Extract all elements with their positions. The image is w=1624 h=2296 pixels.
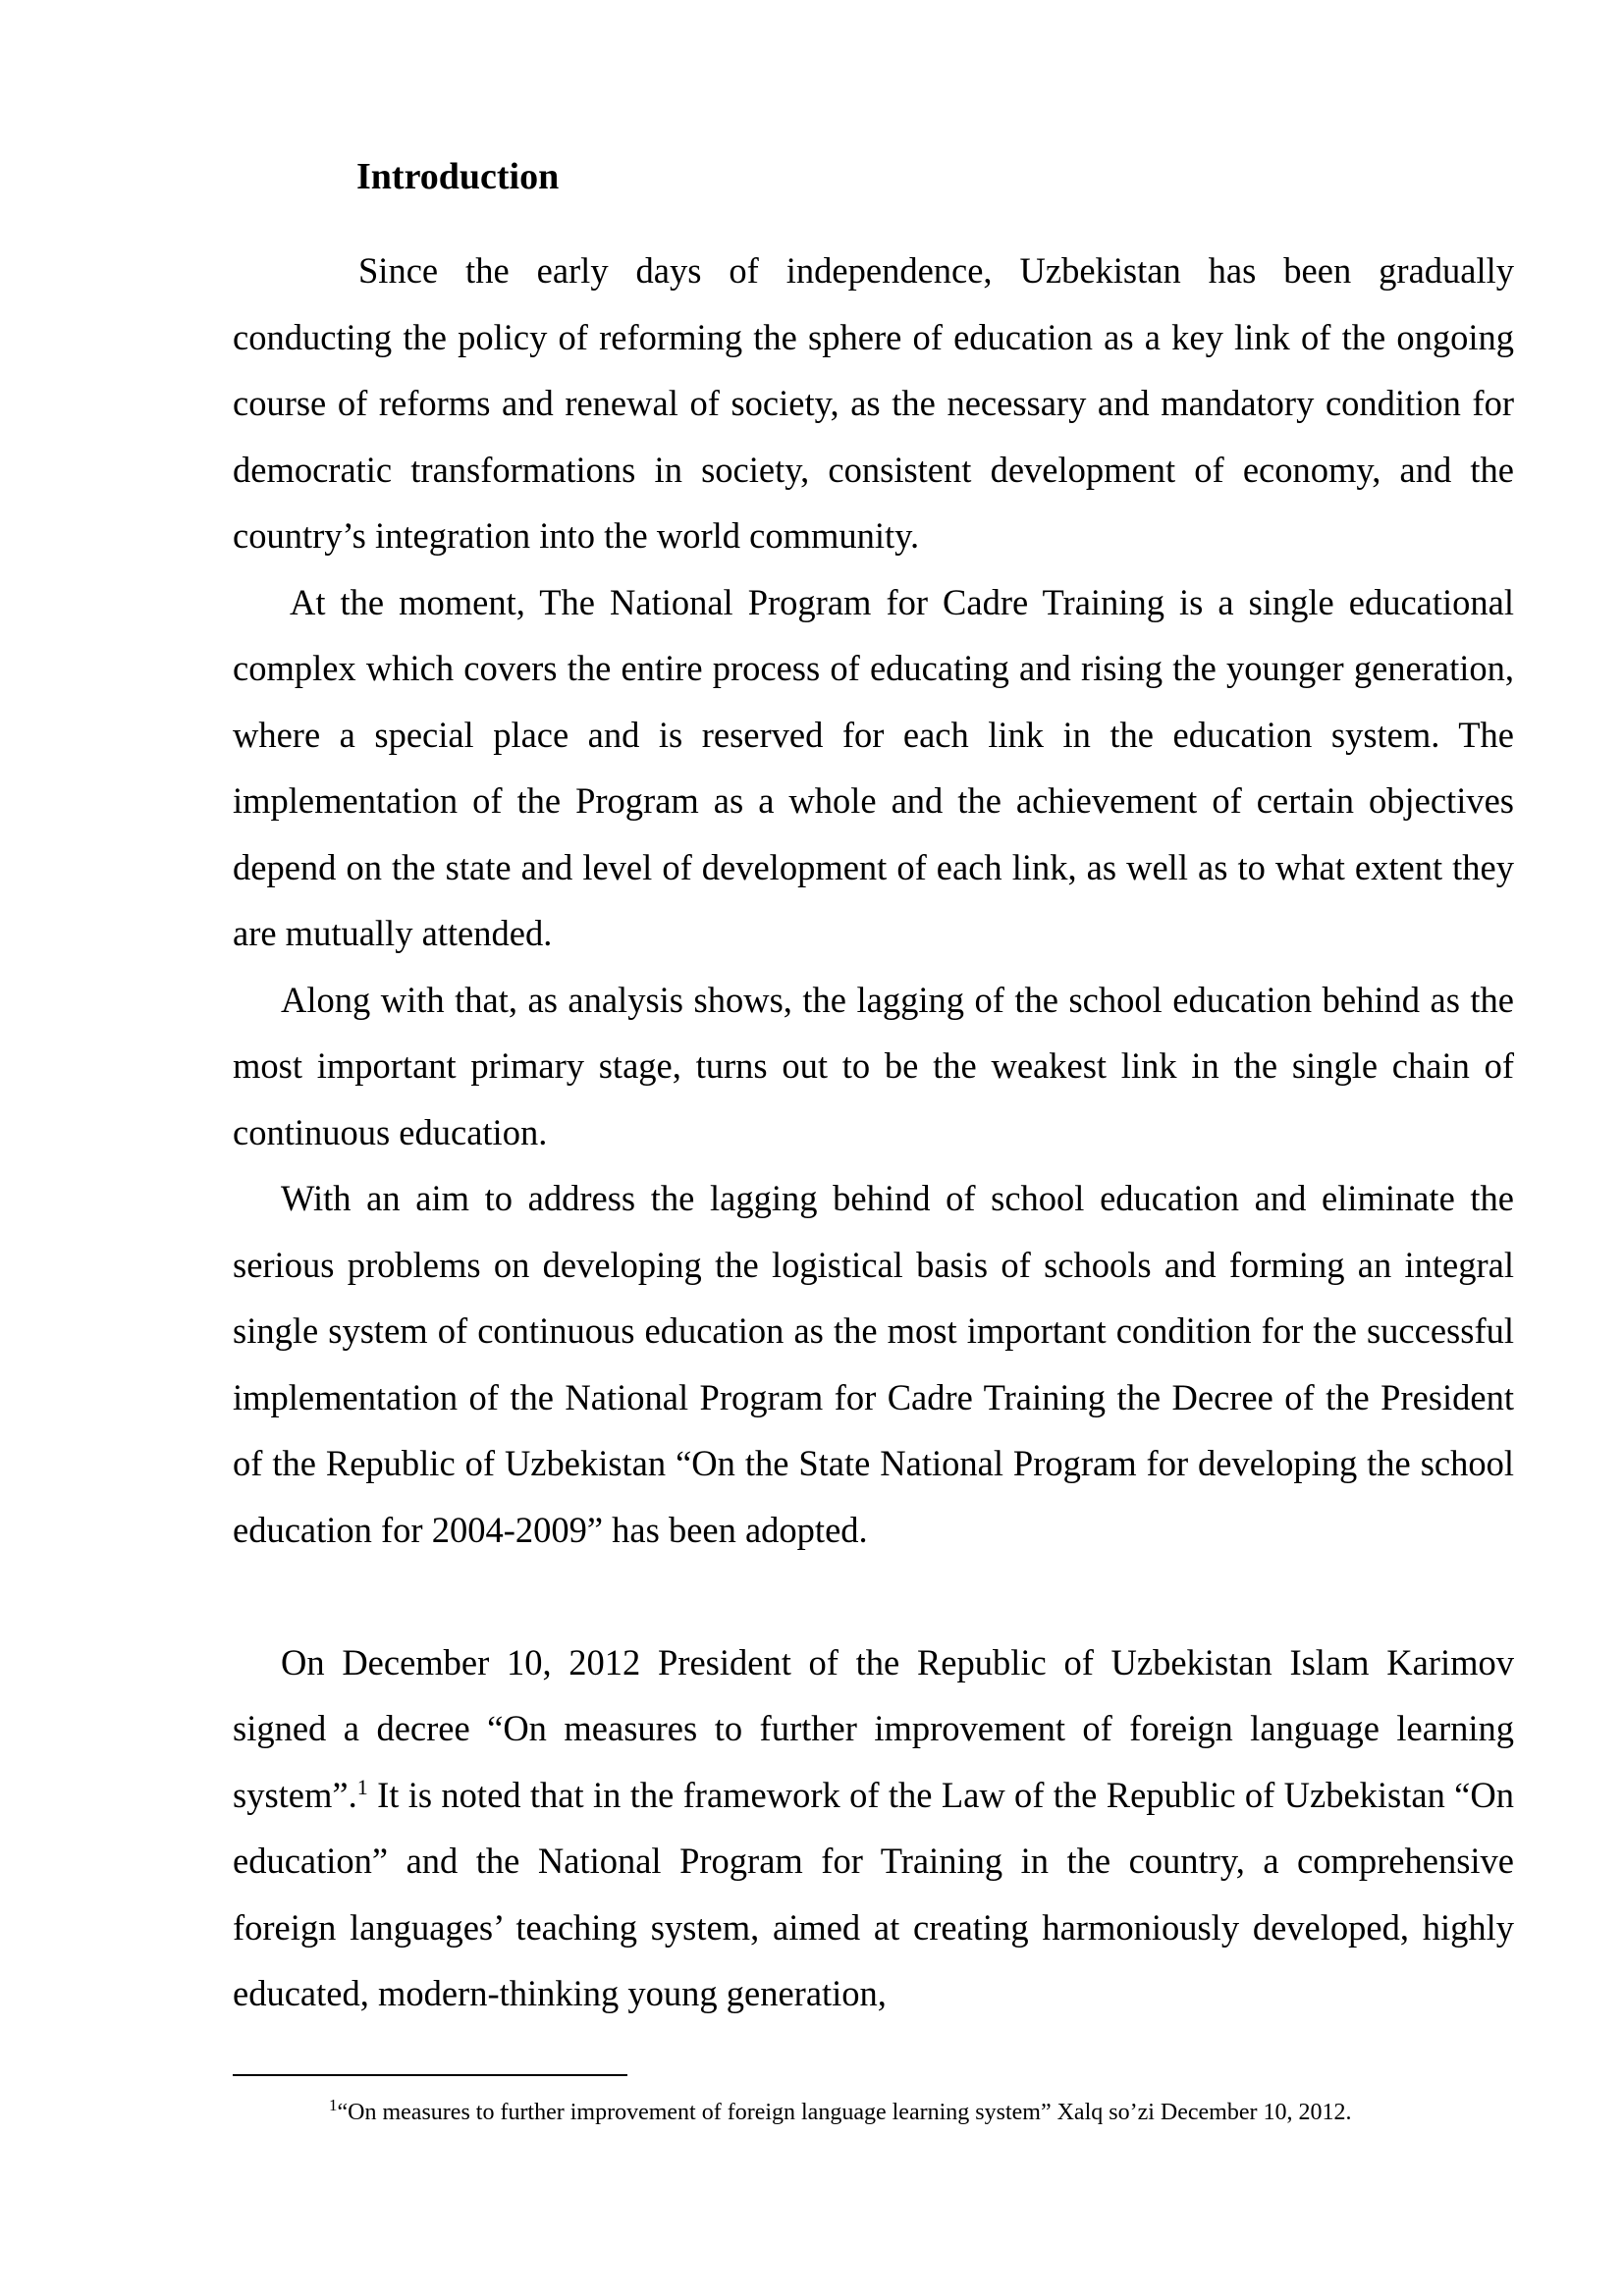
paragraph-independence-reforms: Since the early days of independence, Uzbekistan has been gradually conducting the policy of reforming the sphere of education as a key link of the ongoing course of reforms and renewal of society, as the necessary and mandatory condition for democratic transformations in society, consistent development of economy, and the country’s integration into the world community. bbox=[233, 250, 1514, 556]
paragraph-spacer bbox=[233, 1563, 1514, 1629]
footnote-reference[interactable]: 1 bbox=[356, 1774, 368, 1799]
paragraph-text: It is noted that in the framework of the Law of the Republic of Uzbekistan “On education” and the National Program for Training in the country, a comprehensive foreign languages’ teaching system, aimed at creating harmoniously developed, highly educated, modern-thinking young generation, bbox=[233, 1774, 1514, 2013]
paragraph-national-program: At the moment, The National Program for Cadre Training is a single educational complex which covers the entire process of educating and rising the younger generation, where a special place and is reserved for each link in the education system. The implementation of the Program as a whole and the achievement of certain objectives depend on the state and level of development of each link, as well as to what extent they are mutually attended. bbox=[233, 581, 1514, 953]
footnote-text: “On measures to further improvement of foreign language learning system” Xalq so’zi December 10, 2012. bbox=[337, 2100, 1352, 2125]
footnote bbox=[329, 2097, 1352, 2128]
footnote-divider bbox=[233, 2074, 627, 2076]
section-heading: Introduction bbox=[356, 156, 560, 197]
paragraph-state-program-decree: With an aim to address the lagging behind of school education and eliminate the serious problems on developing the logistical basis of schools and forming an integral single system of continuous education as the most important condition for the successful implementation of the National Program for Cadre Training the Decree of the President of the Republic of Uzbekistan “On the State National Program for developing the school education for 2004-2009” has been adopted. bbox=[233, 1178, 1514, 1550]
paragraph-text: On December 10, 2012 President of the Republic of Uzbekistan Islam Karimov signed a decree “On measures to further improvement of foreign language learning system”. bbox=[233, 1641, 1514, 1815]
paragraph-school-lagging: Along with that, as analysis shows, the lagging of the school education behind as the most important primary stage, turns out to be the weakest link in the single chain of continuous education. bbox=[233, 979, 1514, 1152]
body-text bbox=[233, 238, 1514, 2027]
paragraph-foreign-language-decree bbox=[233, 1629, 1514, 2027]
footnote-number: 1 bbox=[329, 2096, 338, 2114]
